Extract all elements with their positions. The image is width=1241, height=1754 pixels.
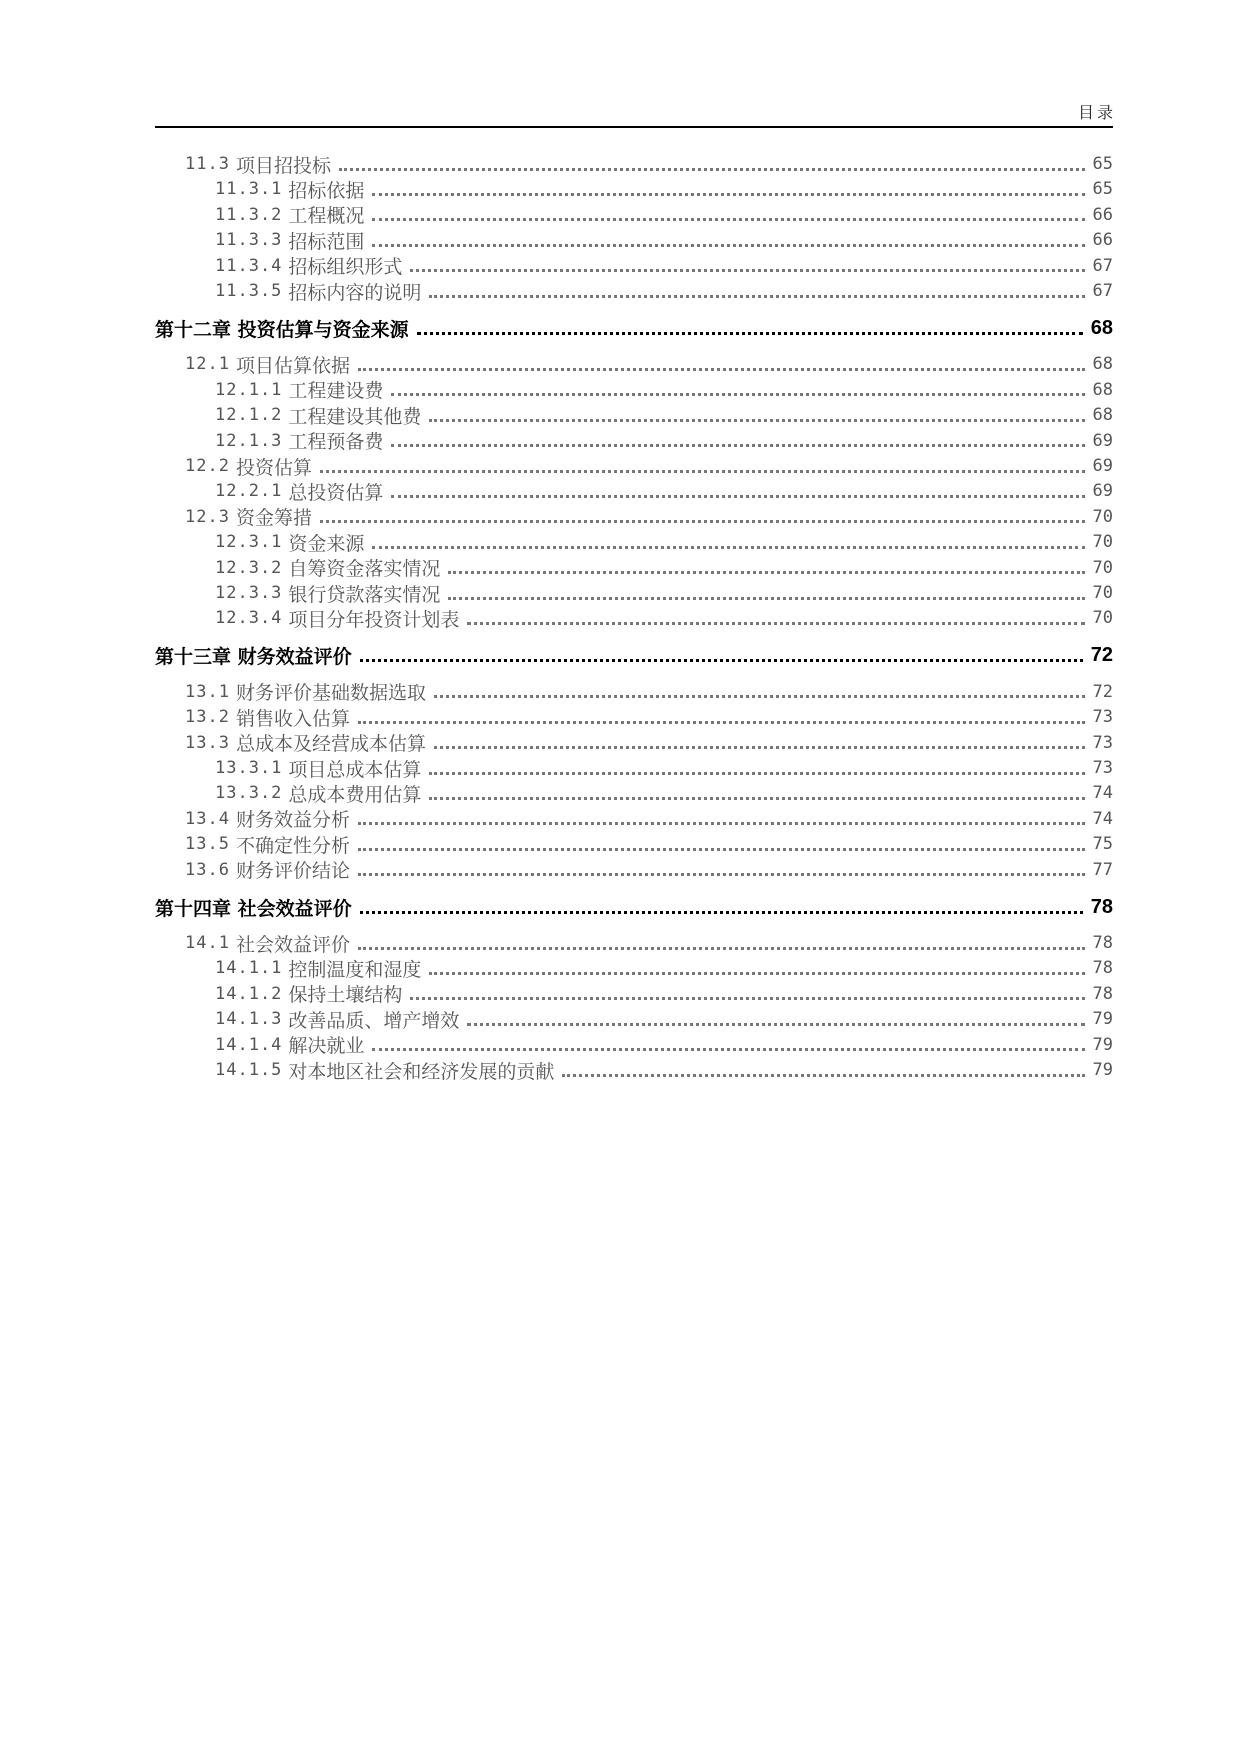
dot-leader xyxy=(372,546,1084,549)
toc-entry-number: 14.1 xyxy=(185,933,230,953)
toc-entry-number: 11.3.3 xyxy=(215,230,283,251)
dot-leader xyxy=(358,368,1085,371)
toc-entry-page-number: 79 xyxy=(1092,1060,1113,1080)
toc-entry[interactable] xyxy=(155,401,1113,429)
toc-entry-page-number: 70 xyxy=(1092,608,1113,629)
toc-entry-number: 13.5 xyxy=(185,834,230,855)
dot-leader xyxy=(358,947,1085,950)
toc-entry-title: 工程建设其他费 xyxy=(288,405,422,428)
toc-chapter-entry[interactable] xyxy=(155,893,1113,921)
toc-entry-number: 14.1.2 xyxy=(215,983,283,1004)
toc-entry-page-number: 68 xyxy=(1092,405,1113,426)
dot-leader xyxy=(448,597,1084,600)
toc-entry-number: 12.2 xyxy=(185,456,230,476)
toc-entry-page-number: 70 xyxy=(1092,506,1113,527)
toc-entry-title: 招标依据 xyxy=(288,179,365,202)
toc-entry-number: 14.1.5 xyxy=(215,1060,283,1080)
toc-entry-number: 12.3 xyxy=(185,506,230,527)
toc-entry-page-number: 75 xyxy=(1092,834,1113,855)
dot-leader xyxy=(358,721,1085,724)
dot-leader xyxy=(320,470,1085,473)
toc-entry-title: 第十四章 社会效益评价 xyxy=(155,897,352,920)
dot-leader xyxy=(434,746,1085,749)
toc-entry[interactable] xyxy=(155,1031,1113,1059)
dot-leader xyxy=(360,911,1083,914)
toc-entry-title: 招标范围 xyxy=(288,230,365,253)
toc-entry-number: 13.6 xyxy=(185,859,230,880)
dot-leader xyxy=(429,295,1084,298)
dot-leader xyxy=(358,822,1085,825)
toc-entry[interactable] xyxy=(155,528,1113,556)
toc-entry-number: 11.3.5 xyxy=(215,281,283,301)
toc-entry-page-number: 77 xyxy=(1092,859,1113,880)
toc-entry-title: 对本地区社会和经济发展的贡献 xyxy=(288,1060,555,1083)
dot-leader xyxy=(429,972,1084,975)
toc-entry[interactable] xyxy=(155,1056,1113,1084)
toc-entry-number: 12.3.1 xyxy=(215,532,283,553)
toc-entry-number: 13.4 xyxy=(185,808,230,829)
toc-entry-number: 13.1 xyxy=(185,681,230,702)
toc-entry-title: 招标内容的说明 xyxy=(288,281,422,304)
toc-entry-number: 13.3 xyxy=(185,732,230,753)
toc-entry-page-number: 69 xyxy=(1092,430,1113,451)
toc-entry[interactable] xyxy=(155,1005,1113,1033)
toc-entry-page-number: 66 xyxy=(1092,204,1113,225)
toc-entry-number: 12.1.1 xyxy=(215,379,283,400)
toc-entry-number: 12.2.1 xyxy=(215,481,283,502)
header-rule xyxy=(155,126,1113,128)
dot-leader xyxy=(448,571,1084,574)
toc-entry[interactable] xyxy=(155,729,1113,757)
toc-entry-page-number: 65 xyxy=(1092,154,1113,174)
toc-entry[interactable] xyxy=(155,579,1113,607)
toc-entry-page-number: 67 xyxy=(1092,255,1113,276)
toc-entry-title: 销售收入估算 xyxy=(235,707,350,730)
toc-entry[interactable] xyxy=(155,201,1113,229)
toc-entry-number: 12.3.4 xyxy=(215,608,283,629)
toc-entry-page-number: 73 xyxy=(1092,732,1113,753)
toc-entry-page-number: 73 xyxy=(1092,707,1113,728)
toc-entry[interactable] xyxy=(155,427,1113,455)
toc-entry-title: 财务评价基础数据选取 xyxy=(235,682,426,705)
toc-entry[interactable] xyxy=(155,703,1113,731)
toc-entry-page-number: 78 xyxy=(1090,895,1113,918)
toc-entry[interactable] xyxy=(155,754,1113,782)
dot-leader xyxy=(391,393,1084,396)
toc-entry-number: 12.3.2 xyxy=(215,557,283,578)
dot-leader xyxy=(372,244,1084,247)
toc-chapter-entry[interactable] xyxy=(155,642,1113,670)
toc-entry-page-number: 73 xyxy=(1092,758,1113,778)
toc-entry-title: 工程预备费 xyxy=(288,431,384,454)
dot-leader xyxy=(434,695,1085,698)
toc-entry-page-number: 72 xyxy=(1090,644,1113,667)
toc-entry[interactable] xyxy=(155,678,1113,706)
toc-entry-page-number: 74 xyxy=(1092,808,1113,829)
toc-entry-page-number: 79 xyxy=(1092,1009,1113,1030)
toc-entry[interactable] xyxy=(155,856,1113,884)
toc-entry-title: 解决就业 xyxy=(288,1035,365,1058)
toc-entry[interactable] xyxy=(155,477,1113,505)
dot-leader xyxy=(358,848,1085,851)
toc-entry-page-number: 69 xyxy=(1092,481,1113,502)
toc-entry[interactable] xyxy=(155,376,1113,404)
dot-leader xyxy=(429,772,1084,775)
toc-entry[interactable] xyxy=(155,226,1113,254)
toc-entry-title: 银行贷款落实情况 xyxy=(288,583,441,606)
toc-entry-number: 12.3.3 xyxy=(215,583,283,603)
toc-entry-page-number: 79 xyxy=(1092,1034,1113,1055)
toc-entry-number: 13.2 xyxy=(185,707,230,728)
toc-entry-title: 招标组织形式 xyxy=(288,256,403,279)
toc-entry[interactable] xyxy=(155,554,1113,582)
dot-leader xyxy=(562,1074,1084,1077)
toc-entry-number: 13.3.2 xyxy=(215,783,283,804)
toc-entry-page-number: 74 xyxy=(1092,783,1113,804)
toc-entry-number: 14.1.3 xyxy=(215,1009,283,1030)
dot-leader xyxy=(467,622,1084,625)
toc-entry-number: 12.1.3 xyxy=(215,430,283,451)
toc-entry-title: 保持土壤结构 xyxy=(288,984,403,1007)
toc-entry-page-number: 66 xyxy=(1092,230,1113,251)
toc-entry[interactable] xyxy=(155,452,1113,480)
toc-entry[interactable] xyxy=(155,604,1113,632)
toc-entry-page-number: 65 xyxy=(1092,179,1113,200)
toc-entry-title: 项目招投标 xyxy=(235,154,331,177)
toc-entry[interactable] xyxy=(155,175,1113,203)
toc-entry-title: 项目分年投资计划表 xyxy=(288,608,460,631)
toc-entry-title: 自筹资金落实情况 xyxy=(288,558,441,581)
dot-leader xyxy=(417,332,1083,335)
toc-entry-page-number: 68 xyxy=(1090,316,1113,339)
dot-leader xyxy=(320,520,1085,523)
toc-entry[interactable] xyxy=(155,779,1113,807)
toc-entry-title: 社会效益评价 xyxy=(235,933,350,956)
toc-entry-page-number: 78 xyxy=(1092,933,1113,953)
toc-entry-title: 工程概况 xyxy=(288,205,365,228)
toc-entry-page-number: 68 xyxy=(1092,354,1113,375)
toc-entry-title: 总成本及经营成本估算 xyxy=(235,733,426,756)
dot-leader xyxy=(391,444,1084,447)
dot-leader xyxy=(391,495,1084,498)
dot-leader xyxy=(429,419,1084,422)
toc-entry-title: 资金来源 xyxy=(288,532,365,555)
toc-entry[interactable] xyxy=(155,277,1113,305)
toc-entry[interactable] xyxy=(155,929,1113,957)
dot-leader xyxy=(410,997,1084,1000)
toc-entry-title: 投资估算 xyxy=(235,456,312,479)
toc-entry-number: 12.1.2 xyxy=(215,405,283,426)
toc-entry[interactable] xyxy=(155,252,1113,280)
toc-entry-title: 财务评价结论 xyxy=(235,860,350,883)
toc-entry-page-number: 67 xyxy=(1092,281,1113,301)
toc-entry-page-number: 78 xyxy=(1092,958,1113,979)
toc-entry-number: 14.1.4 xyxy=(215,1034,283,1055)
dot-leader xyxy=(339,168,1085,171)
toc-entry-title: 第十二章 投资估算与资金来源 xyxy=(155,318,409,341)
toc-entry-title: 项目总成本估算 xyxy=(288,758,422,781)
toc-chapter-entry[interactable] xyxy=(155,314,1113,342)
toc-entry[interactable] xyxy=(155,954,1113,982)
toc-entry-page-number: 69 xyxy=(1092,456,1113,476)
dot-leader xyxy=(360,659,1083,662)
dot-leader xyxy=(372,218,1084,221)
toc-entry-number: 13.3.1 xyxy=(215,758,283,778)
toc-entry-number: 11.3.1 xyxy=(215,179,283,200)
toc-entry-page-number: 72 xyxy=(1092,681,1113,702)
toc-entry-title: 控制温度和湿度 xyxy=(288,958,422,981)
dot-leader xyxy=(467,1023,1084,1026)
dot-leader xyxy=(372,1048,1084,1051)
toc-entry-title: 项目估算依据 xyxy=(235,354,350,377)
page-header-label: 目录 xyxy=(1077,103,1116,122)
toc-entry-page-number: 70 xyxy=(1092,557,1113,578)
dot-leader xyxy=(358,873,1085,876)
toc-entry-page-number: 70 xyxy=(1092,583,1113,603)
toc-entry[interactable] xyxy=(155,150,1113,178)
toc-entry-number: 14.1.1 xyxy=(215,958,283,979)
dot-leader xyxy=(372,193,1084,196)
toc-entry[interactable] xyxy=(155,980,1113,1008)
toc-entry-number: 11.3 xyxy=(185,154,230,174)
toc-entry-number: 11.3.4 xyxy=(215,255,283,276)
toc-entry-title: 总投资估算 xyxy=(288,481,384,504)
toc-entry-page-number: 70 xyxy=(1092,532,1113,553)
toc-entry-title: 第十三章 财务效益评价 xyxy=(155,646,352,669)
toc-entry-number: 12.1 xyxy=(185,354,230,375)
toc-entry-title: 总成本费用估算 xyxy=(288,783,422,806)
toc-entry-title: 资金筹措 xyxy=(235,507,312,530)
toc-entry[interactable] xyxy=(155,830,1113,858)
toc-entry-title: 工程建设费 xyxy=(288,380,384,403)
toc-entry-page-number: 78 xyxy=(1092,983,1113,1004)
toc-entry[interactable] xyxy=(155,503,1113,531)
toc-entry-title: 财务效益分析 xyxy=(235,809,350,832)
dot-leader xyxy=(429,797,1084,800)
toc-entry-title: 改善品质、增产增效 xyxy=(288,1009,460,1032)
toc-entry-number: 11.3.2 xyxy=(215,204,283,225)
toc-entry[interactable] xyxy=(155,350,1113,378)
dot-leader xyxy=(410,269,1084,272)
toc-entry[interactable] xyxy=(155,805,1113,833)
toc-entry-page-number: 68 xyxy=(1092,379,1113,400)
toc-entry-title: 不确定性分析 xyxy=(235,834,350,857)
